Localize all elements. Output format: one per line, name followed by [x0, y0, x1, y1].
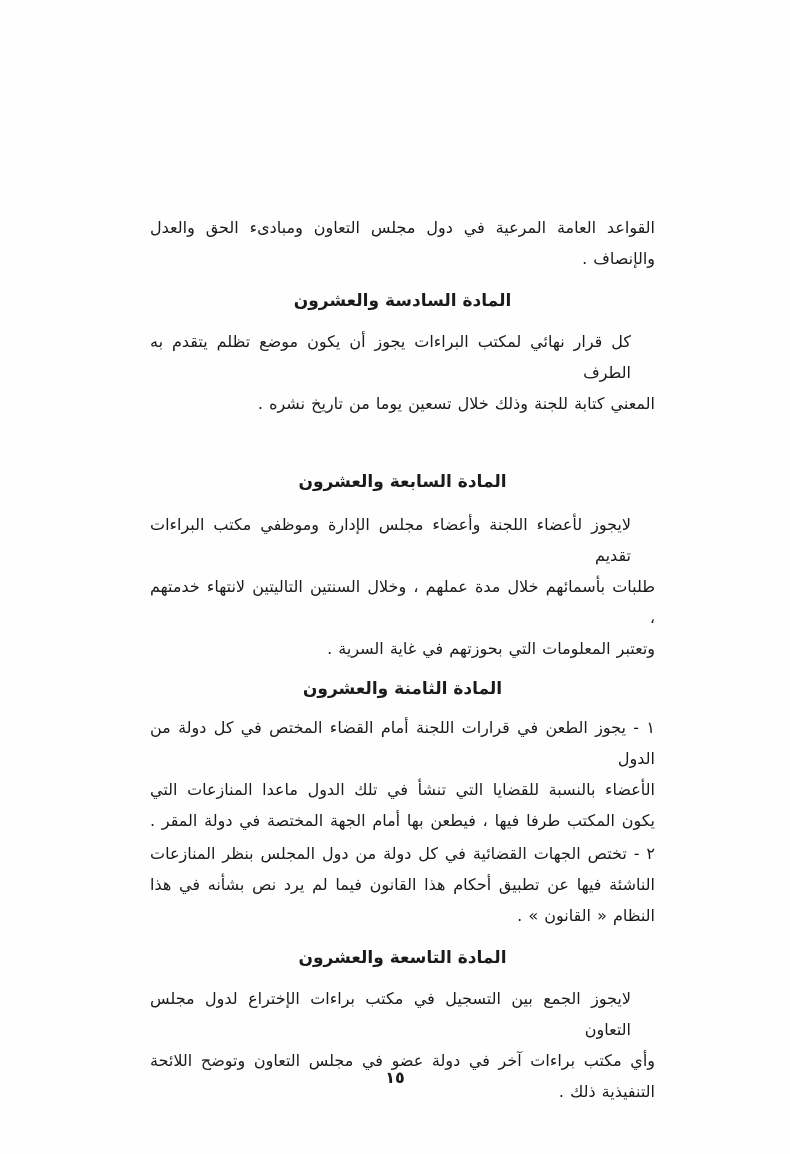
article-28-heading: المادة الثامنة والعشرون: [302, 679, 503, 699]
paragraph-line: التنفيذية ذلك .: [558, 1082, 655, 1101]
paragraph-line: الأعضاء بالنسبة للقضايا التي تنشأ في تلك الدول ماعدا المنازعات التي: [150, 780, 655, 799]
intro-paragraph: [150, 212, 655, 274]
paragraph-line: يكون المكتب طرفا فيها ، فيطعن بها أمام الجهة المختصة في دولة المقر .: [150, 811, 655, 830]
article-28-item-2: [150, 838, 655, 931]
paragraph-line: لايجوز الجمع بين التسجيل في مكتب براءات الإختراع لدول مجلس التعاون: [150, 989, 631, 1039]
paragraph-line: لايجوز لأعضاء اللجنة وأعضاء مجلس الإدارة وموظفي مكتب البراءات تقديم: [150, 515, 631, 565]
paragraph-line: النظام « القانون » .: [517, 906, 655, 925]
paragraph-line: القواعد العامة المرعية في دول مجلس التعاون ومبادىء الحق والعدل: [150, 218, 655, 237]
paragraph-line: ١ - يجوز الطعن في قرارات اللجنة أمام القضاء المختص في كل دولة من الدول: [150, 718, 655, 768]
article-27-paragraph: [150, 509, 655, 664]
article-29-heading: المادة التاسعة والعشرون: [298, 948, 507, 968]
paragraph-line: وأي مكتب براءات آخر في دولة عضو في مجلس التعاون وتوضح اللائحة: [150, 1051, 655, 1070]
article-29-paragraph: [150, 983, 655, 1107]
paragraph-line: كل قرار نهائي لمكتب البراءات يجوز أن يكون موضع تظلم يتقدم به الطرف: [150, 332, 631, 382]
article-26-heading: المادة السادسة والعشرون: [293, 291, 512, 311]
paragraph-line: ٢ - تختص الجهات القضائية في كل دولة من دول المجلس بنظر المنازعات: [150, 844, 655, 863]
paragraph-line: طلبات بأسمائهم خلال مدة عملهم ، وخلال السنتين التاليتين لانتهاء خدمتهم ،: [150, 577, 655, 627]
article-26-paragraph: [150, 326, 655, 419]
paragraph-line: وتعتبر المعلومات التي بحوزتهم في غاية السرية .: [327, 639, 655, 658]
text-column: [150, 212, 655, 1107]
article-28-item-1: [150, 712, 655, 836]
paragraph-line: المعني كتابة للجنة وذلك خلال تسعين يوما من تاريخ نشره .: [257, 394, 655, 413]
paragraph-line: والإنصاف .: [582, 249, 655, 268]
paragraph-line: الناشئة فيها عن تطبيق أحكام هذا القانون فيما لم يرد نص بشأنه في هذا: [150, 875, 655, 894]
article-27-heading: المادة السابعة والعشرون: [298, 472, 507, 492]
page-number: ١٥: [385, 1068, 405, 1087]
